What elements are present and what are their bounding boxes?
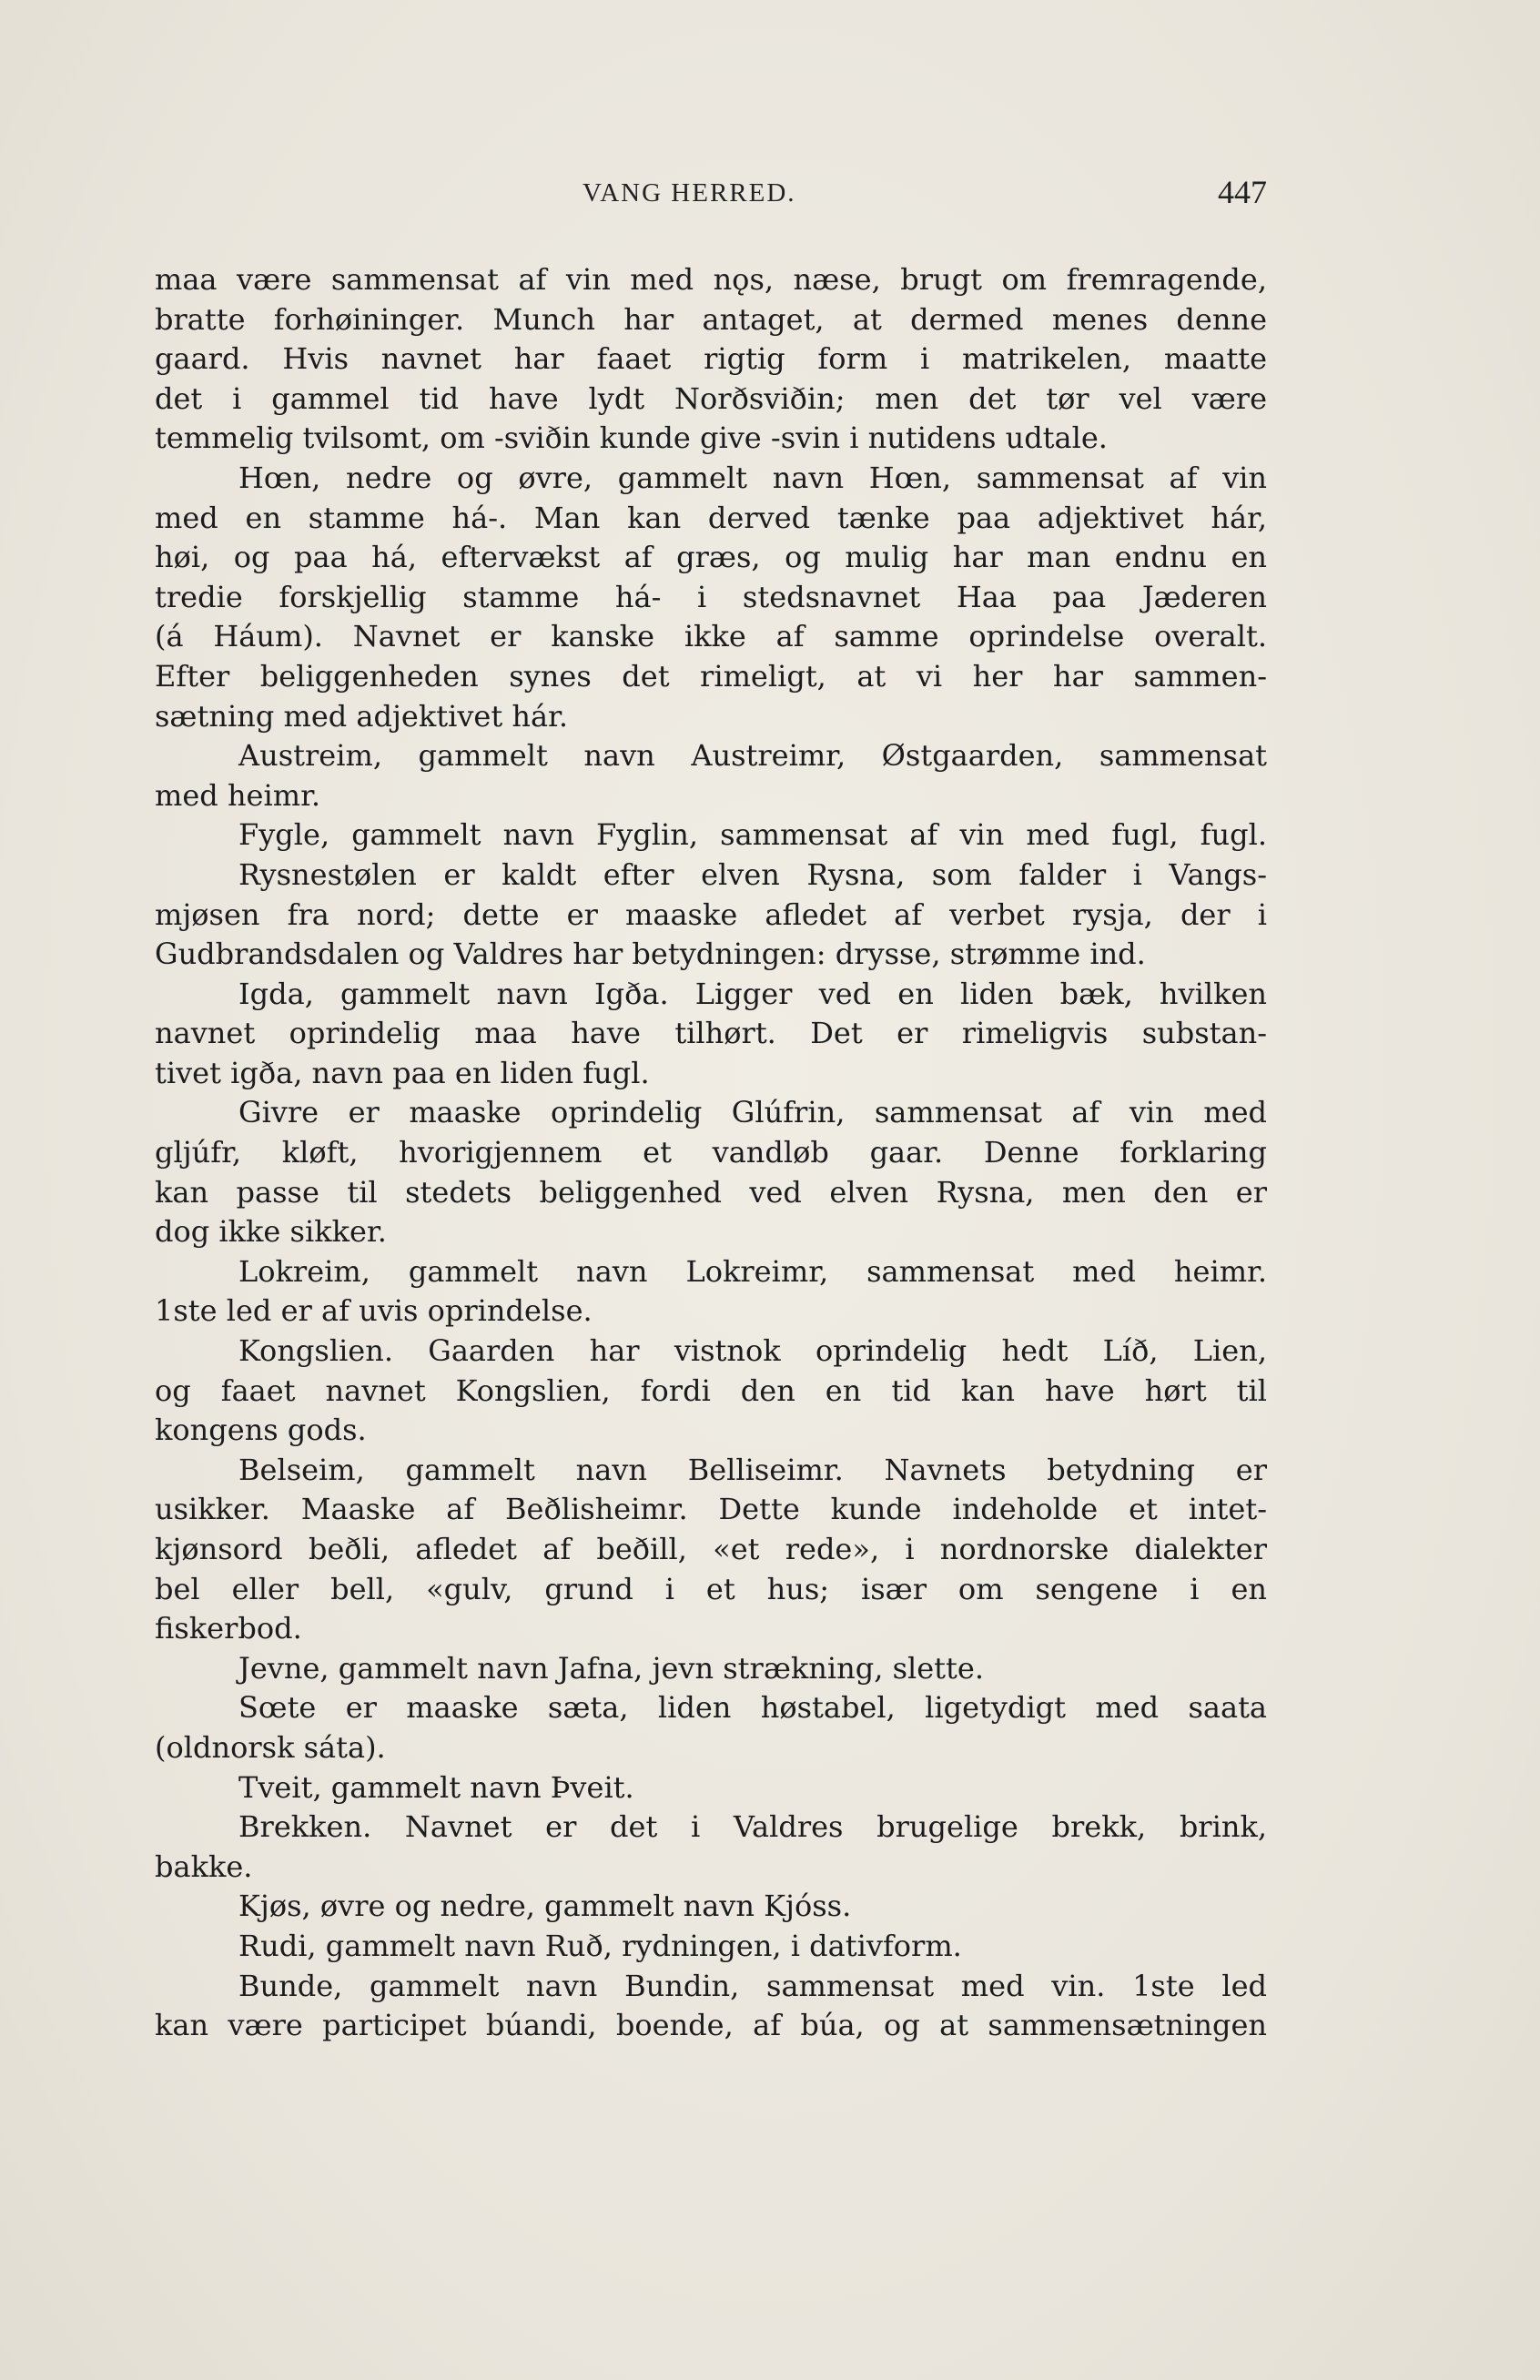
- text-line: kjønsord beðli, afledet af beðill, «et rede», i nordnorske dialekter: [155, 1532, 1267, 1566]
- text-line: det i gammel tid have lydt Norðsviðin; men det tør vel være: [155, 380, 1267, 416]
- text-line: Gudbrandsdalen og Valdres har betydningen: drysse, strømme ind.: [155, 937, 1146, 972]
- text-line: Belseim, gammelt navn Belliseimr. Navnets betydning er: [238, 1452, 1267, 1487]
- text-line: tivet igða, navn paa en liden fugl.: [155, 1055, 650, 1090]
- text-line: (oldnorsk sáta).: [155, 1729, 386, 1765]
- text-line: Rysnestølen er kaldt efter elven Rysna, som falder i Vangs-: [238, 856, 1267, 892]
- text-line: og faaet navnet Kongslien, fordi den en tid kan have hørt til: [155, 1372, 1267, 1408]
- text-line: tredie forskjellig stamme há- i stedsnavnet Haa paa Jæderen: [155, 579, 1267, 614]
- page-header: [155, 174, 1267, 215]
- text-line: høi, og paa há, eftervækst af græs, og mulig har man endnu en: [155, 540, 1267, 575]
- text-line: usikker. Maaske af Beðlisheimr. Dette kunde indeholde et intet-: [155, 1492, 1267, 1527]
- text-line: (á Háum). Navnet er kanske ikke af samme oprindelse overalt.: [155, 619, 1267, 654]
- text-line: maa være sammensat af vin med nǫs, næse, brugt om fremragende,: [155, 262, 1267, 297]
- text-line: Igda, gammelt navn Igða. Ligger ved en liden bæk, hvilken: [238, 976, 1267, 1011]
- body-text: [155, 260, 1267, 2046]
- text-line: Hœn, nedre og øvre, gammelt navn Hœn, sammensat af vin: [238, 460, 1267, 495]
- text-line: navnet oprindelig maa have tilhørt. Det er rimeligvis substan-: [155, 1016, 1267, 1051]
- running-title: VANG HERRED.: [583, 178, 796, 208]
- text-line: temmelig tvilsomt, om -sviðin kunde give -svin i nutidens udtale.: [155, 420, 1108, 456]
- text-line: gaard. Hvis navnet har faaet rigtig form i matrikelen, maatte: [155, 341, 1267, 377]
- text-line: Efter beliggenheden synes det rimeligt, at vi her har sammen-: [155, 658, 1267, 694]
- text-line: Tveit, gammelt navn Þveit.: [238, 1769, 634, 1805]
- text-line: kongens gods.: [155, 1413, 367, 1448]
- text-line: Bunde, gammelt navn Bundin, sammensat med vin. 1ste led: [238, 1968, 1267, 2003]
- text-line: Brekken. Navnet er det i Valdres brugelige brekk, brink,: [238, 1809, 1267, 1845]
- text-line: med en stamme há-. Man kan derved tænke paa adjektivet hár,: [155, 500, 1267, 535]
- text-line: gljúfr, kløft, hvorigjennem et vandløb gaar. Denne forklaring: [155, 1135, 1267, 1170]
- text-line: Fygle, gammelt navn Fyglin, sammensat af vin med fugl, fugl.: [238, 817, 1267, 853]
- text-line: 1ste led er af uvis oprindelse.: [155, 1293, 593, 1329]
- text-line: Givre er maaske oprindelig Glúfrin, sammensat af vin med: [238, 1095, 1267, 1130]
- text-line: kan være participet búandi, boende, af búa, og at sammensætningen: [155, 2008, 1267, 2043]
- text-line: bratte forhøininger. Munch har antaget, at dermed menes denne: [155, 301, 1267, 337]
- page-number: 447: [1218, 174, 1267, 210]
- text-line: Rudi, gammelt navn Ruð, rydningen, i dativform.: [238, 1928, 962, 1963]
- text-line: Jevne, gammelt navn Jafna, jevn strækning, slette.: [238, 1650, 984, 1686]
- text-line: Austreim, gammelt navn Austreimr, Østgaarden, sammensat: [238, 738, 1267, 774]
- text-line: Sœte er maaske sæta, liden høstabel, ligetydigt med saata: [238, 1690, 1267, 1726]
- text-line: bakke.: [155, 1848, 253, 1884]
- text-line: kan passe til stedets beliggenhed ved elven Rysna, men den er: [155, 1174, 1267, 1210]
- text-line: sætning med adjektivet hár.: [155, 698, 568, 734]
- text-line: fiskerbod.: [155, 1611, 302, 1646]
- text-line: Kongslien. Gaarden har vistnok oprindelig hedt Líð, Lien,: [238, 1333, 1267, 1369]
- text-line: Lokreim, gammelt navn Lokreimr, sammensat med heimr.: [238, 1253, 1267, 1289]
- text-line: bel eller bell, «gulv, grund i et hus; især om sengene i en: [155, 1571, 1267, 1606]
- text-line: med heimr.: [155, 777, 321, 813]
- text-line: Kjøs, øvre og nedre, gammelt navn Kjóss.: [238, 1889, 852, 1924]
- text-line: mjøsen fra nord; dette er maaske afledet af verbet rysja, der i: [155, 896, 1267, 932]
- text-line: dog ikke sikker.: [155, 1214, 387, 1250]
